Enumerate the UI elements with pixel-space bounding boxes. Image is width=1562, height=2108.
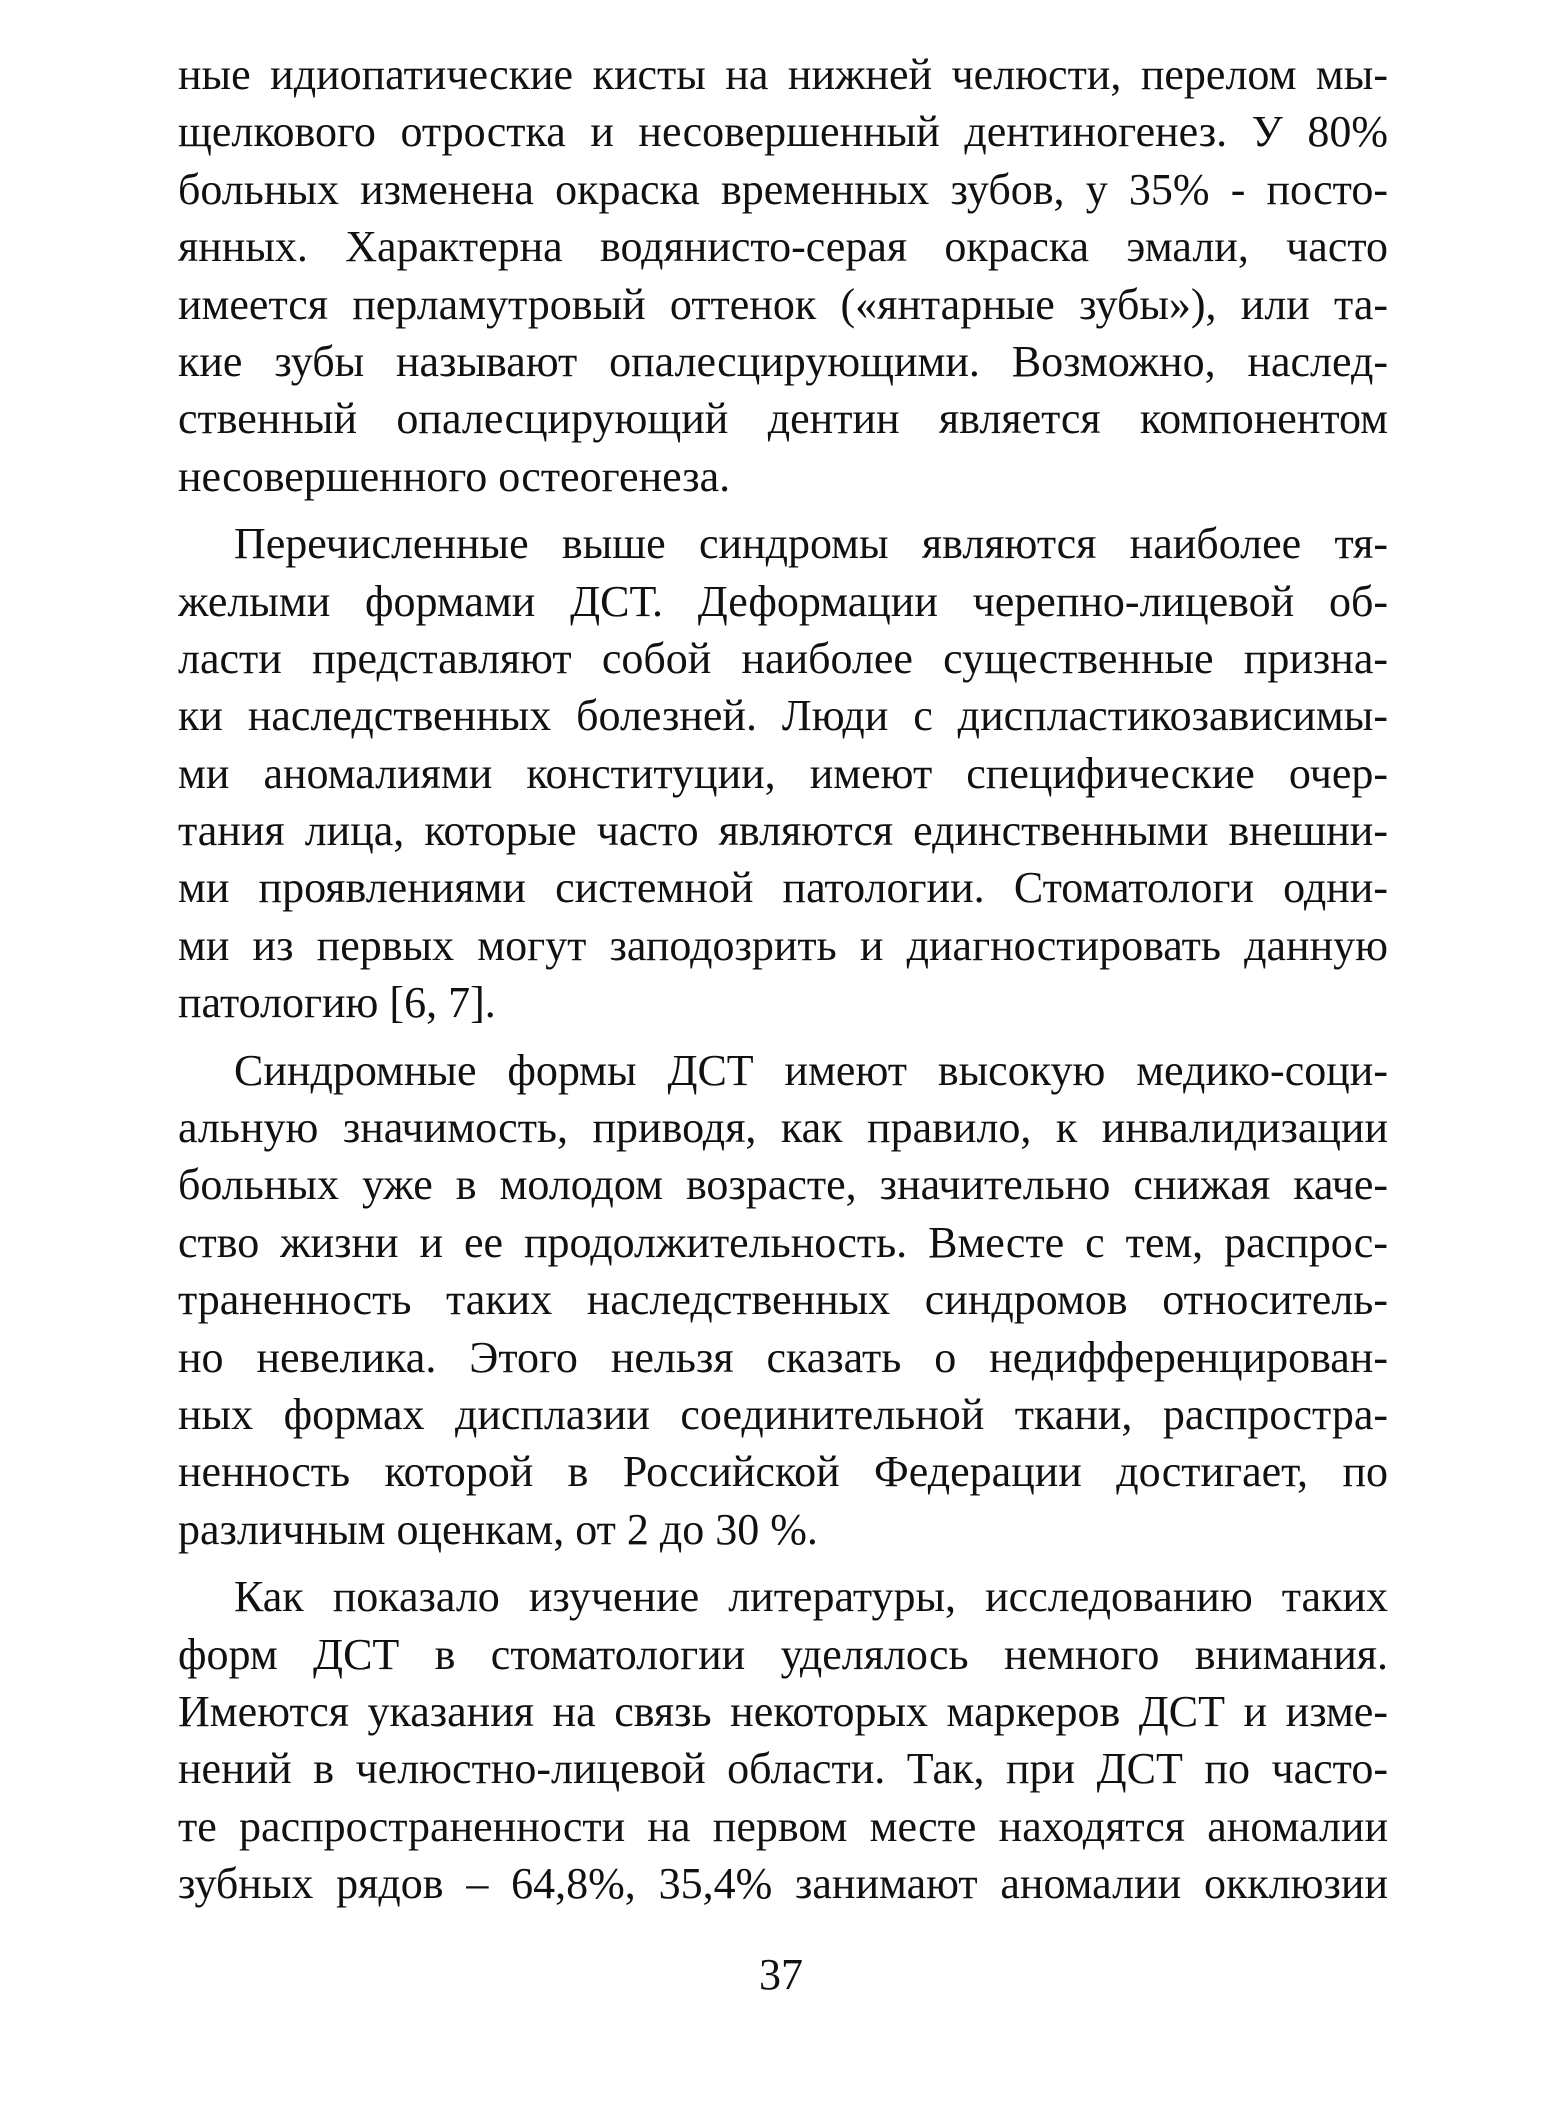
- text-line: ми из первых могут заподозрить и диагностировать данную: [178, 920, 1388, 970]
- text-line: ненность которой в Российской Федерации достигает, по: [178, 1447, 1388, 1497]
- text-line: ство жизни и ее продолжительность. Вместе с тем, распрос-: [178, 1217, 1388, 1267]
- text-line: несовершенного остеогенеза.: [178, 451, 731, 501]
- text-line: патологию [6, 7].: [178, 978, 496, 1028]
- text-line: янных. Характерна водянисто-серая окраска эмали, часто: [178, 222, 1388, 272]
- text-line: кие зубы называют опалесцирующими. Возможно, наслед-: [178, 336, 1388, 386]
- text-line: зубных рядов – 64,8%, 35,4% занимают аномалии окклюзии: [178, 1859, 1388, 1909]
- paragraph-2: [178, 515, 1388, 1032]
- text-line: нений в челюстно-лицевой области. Так, при ДСТ по часто-: [178, 1744, 1388, 1794]
- text-line: ми аномалиями конституции, имеют специфические очер-: [178, 748, 1388, 798]
- text-line: ласти представляют собой наиболее существенные призна-: [178, 633, 1388, 683]
- text-line: ки наследственных болезней. Люди с диспластикозависимы-: [178, 691, 1388, 741]
- text-line: альную значимость, приводя, как правило, к инвалидизации: [178, 1103, 1388, 1153]
- text-line: желыми формами ДСТ. Деформации черепно-лицевой об-: [178, 576, 1388, 626]
- text-line: ных формах дисплазии соединительной ткани, распростра-: [178, 1389, 1388, 1439]
- paragraph-4: [178, 1568, 1388, 1912]
- text-line: Перечисленные выше синдромы являются наиболее тя-: [234, 519, 1388, 569]
- text-line: ные идиопатические кисты на нижней челюсти, перелом мы-: [178, 50, 1388, 99]
- text-line: имеется перламутровый оттенок («янтарные зубы»), или та-: [178, 279, 1388, 329]
- text-line: ственный опалесцирующий дентин является компонентом: [178, 394, 1388, 444]
- text-line: те распространенности на первом месте находятся аномалии: [178, 1801, 1388, 1851]
- text-line: тания лица, которые часто являются единственными внешни-: [178, 806, 1388, 856]
- text-line: но невелика. Этого нельзя сказать о недифференцирован-: [178, 1332, 1388, 1382]
- text-line: Синдромные формы ДСТ имеют высокую медико-соци-: [234, 1045, 1388, 1095]
- paragraph-3: [178, 1042, 1388, 1559]
- paragraph-1: [178, 46, 1388, 505]
- text-line: форм ДСТ в стоматологии уделялось немного внимания.: [178, 1629, 1388, 1679]
- page-number: 37: [759, 1950, 803, 1999]
- text-line: траненность таких наследственных синдромов относитель-: [178, 1275, 1388, 1325]
- text-line: Имеются указания на связь некоторых маркеров ДСТ и изме-: [178, 1686, 1388, 1736]
- body-text: [178, 46, 1388, 1923]
- text-line: больных изменена окраска временных зубов, у 35% - посто-: [178, 164, 1388, 214]
- text-line: различным оценкам, от 2 до 30 %.: [178, 1504, 818, 1554]
- text-line: больных уже в молодом возрасте, значительно снижая каче-: [178, 1160, 1388, 1210]
- text-line: ми проявлениями системной патологии. Стоматологи одни-: [178, 863, 1388, 913]
- text-line: Как показало изучение литературы, исследованию таких: [234, 1572, 1388, 1622]
- text-line: щелкового отростка и несовершенный дентиногенез. У 80%: [178, 107, 1388, 157]
